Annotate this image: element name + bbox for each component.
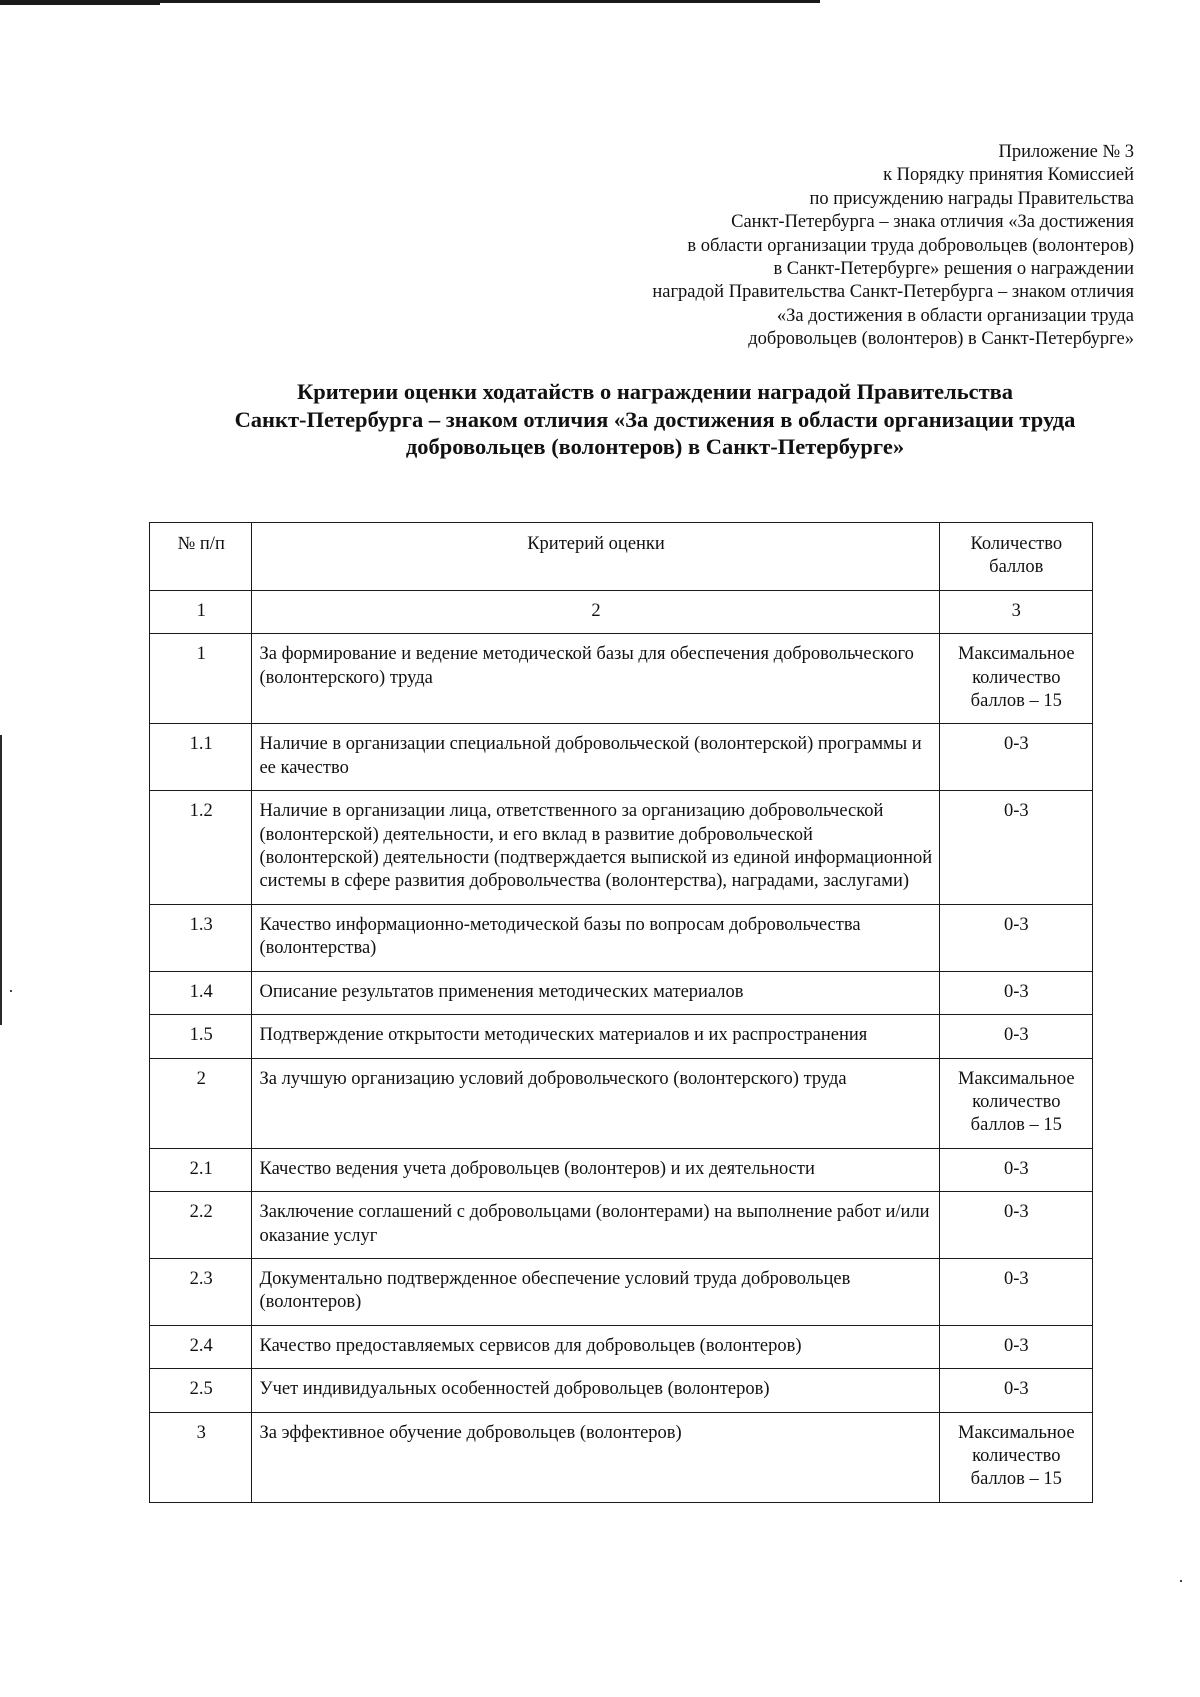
row-number-cell: 2.4 <box>150 1325 252 1368</box>
row-score-cell: 0-3 <box>939 791 1092 905</box>
row-number-cell: 3 <box>150 1412 252 1502</box>
row-criterion-cell: Документально подтвержденное обеспечение условий труда добровольцев (волонтеров) <box>252 1258 939 1325</box>
row-score-cell: 0-3 <box>939 1015 1092 1058</box>
table-header-row <box>150 523 1093 591</box>
appendix-line: «За достижения в области организации труда <box>776 305 1134 326</box>
row-number-cell: 1.5 <box>150 1015 252 1058</box>
row-number-cell: 2.2 <box>150 1192 252 1259</box>
appendix-line: Приложение № 3 <box>998 142 1134 162</box>
table-row <box>150 634 1093 724</box>
appendix-line: Санкт-Петербурга – знака отличия «За достижения <box>731 212 1134 233</box>
header-score: Количество баллов <box>939 523 1092 591</box>
table-row <box>150 724 1093 791</box>
row-criterion-cell: Описание результатов применения методических материалов <box>252 971 939 1014</box>
row-number-cell: 1 <box>150 634 252 724</box>
row-criterion-cell: За лучшую организацию условий добровольческого (волонтерского) труда <box>252 1058 939 1148</box>
table-row <box>150 971 1093 1014</box>
row-criterion-cell: Наличие в организации специальной добровольческой (волонтерской) программы и ее качество <box>252 724 939 791</box>
row-criterion-cell: Качество ведения учета добровольцев (волонтеров) и их деятельности <box>252 1148 939 1191</box>
row-score-cell: 0-3 <box>939 1258 1092 1325</box>
scan-edge-mark <box>0 1 160 5</box>
row-criterion-cell: Качество информационно-методической базы по вопросам добровольчества (волонтерства) <box>252 904 939 971</box>
table-row <box>150 1412 1093 1502</box>
row-score-cell: 0-3 <box>939 904 1092 971</box>
document-title <box>130 378 1180 461</box>
row-score-cell: Максимальное количество баллов – 15 <box>939 634 1092 724</box>
row-number-cell: 2.1 <box>150 1148 252 1191</box>
row-number-cell: 1.4 <box>150 971 252 1014</box>
appendix-line: добровольцев (волонтеров) в Санкт-Петербурге» <box>748 329 1134 350</box>
title-line: добровольцев (волонтеров) в Санкт-Петербурге» <box>405 434 905 459</box>
header-criterion: Критерий оценки <box>252 523 939 591</box>
appendix-line: в области организации труда добровольцев (волонтеров) <box>687 235 1134 256</box>
row-score-cell: 0-3 <box>939 1369 1092 1412</box>
row-number-cell: 2.3 <box>150 1258 252 1325</box>
table-row <box>150 1325 1093 1368</box>
appendix-line: наградой Правительства Санкт-Петербурга – знаком отличия <box>652 282 1134 303</box>
row-score-cell: 0-3 <box>939 971 1092 1014</box>
table-row <box>150 791 1093 905</box>
appendix-line: в Санкт-Петербурге» решения о награждении <box>773 259 1134 280</box>
row-criterion-cell: За формирование и ведение методической базы для обеспечения добровольческого (волонтерского) труда <box>252 634 939 724</box>
title-line: Критерии оценки ходатайств о награждении наградой Правительства <box>296 379 1014 404</box>
criteria-table <box>149 522 1093 1503</box>
row-number-cell: 1.2 <box>150 791 252 905</box>
row-score-cell: 0-3 <box>939 724 1092 791</box>
table-row <box>150 904 1093 971</box>
row-criterion-cell: Учет индивидуальных особенностей добровольцев (волонтеров) <box>252 1369 939 1412</box>
row-score-cell: Максимальное количество баллов – 15 <box>939 1058 1092 1148</box>
row-number-cell: 1.1 <box>150 724 252 791</box>
row-criterion-cell: За эффективное обучение добровольцев (волонтеров) <box>252 1412 939 1502</box>
column-number-cell: 1 <box>150 590 252 633</box>
table-row <box>150 1258 1093 1325</box>
appendix-line: к Порядку принятия Комиссией <box>883 165 1134 186</box>
row-number-cell: 2.5 <box>150 1369 252 1412</box>
scan-edge-mark <box>0 735 2 1025</box>
row-criterion-cell: Качество предоставляемых сервисов для добровольцев (волонтеров) <box>252 1325 939 1368</box>
header-number: № п/п <box>150 523 252 591</box>
scan-speck <box>10 990 12 992</box>
row-score-cell: 0-3 <box>939 1325 1092 1368</box>
column-number-cell: 2 <box>252 590 939 633</box>
row-score-cell: Максимальное количество баллов – 15 <box>939 1412 1092 1502</box>
table-row <box>150 1058 1093 1148</box>
table-row <box>150 1015 1093 1058</box>
row-criterion-cell: Подтверждение открытости методических материалов и их распространения <box>252 1015 939 1058</box>
row-number-cell: 1.3 <box>150 904 252 971</box>
appendix-header <box>514 141 1134 352</box>
title-line: Санкт-Петербурга – знаком отличия «За достижения в области организации труда <box>234 406 1076 432</box>
row-score-cell: 0-3 <box>939 1148 1092 1191</box>
table-row <box>150 1369 1093 1412</box>
row-score-cell: 0-3 <box>939 1192 1092 1259</box>
table-row <box>150 1192 1093 1259</box>
row-number-cell: 2 <box>150 1058 252 1148</box>
scan-speck <box>1180 1580 1182 1582</box>
appendix-line: по присуждению награды Правительства <box>809 188 1134 209</box>
column-number-row <box>150 590 1093 633</box>
row-criterion-cell: Заключение соглашений с добровольцами (волонтерами) на выполнение работ и/или оказание услуг <box>252 1192 939 1259</box>
table-row <box>150 1148 1093 1191</box>
column-number-cell: 3 <box>939 590 1092 633</box>
row-criterion-cell: Наличие в организации лица, ответственного за организацию добровольческой (волонтерской) деятельности, и его вклад в развитие добровольческой (волонтерской) деятельности (подтверждается выпиской из единой информационной системы в сфере развития добровольчества (волонтерства), наградами, заслугами) <box>252 791 939 905</box>
